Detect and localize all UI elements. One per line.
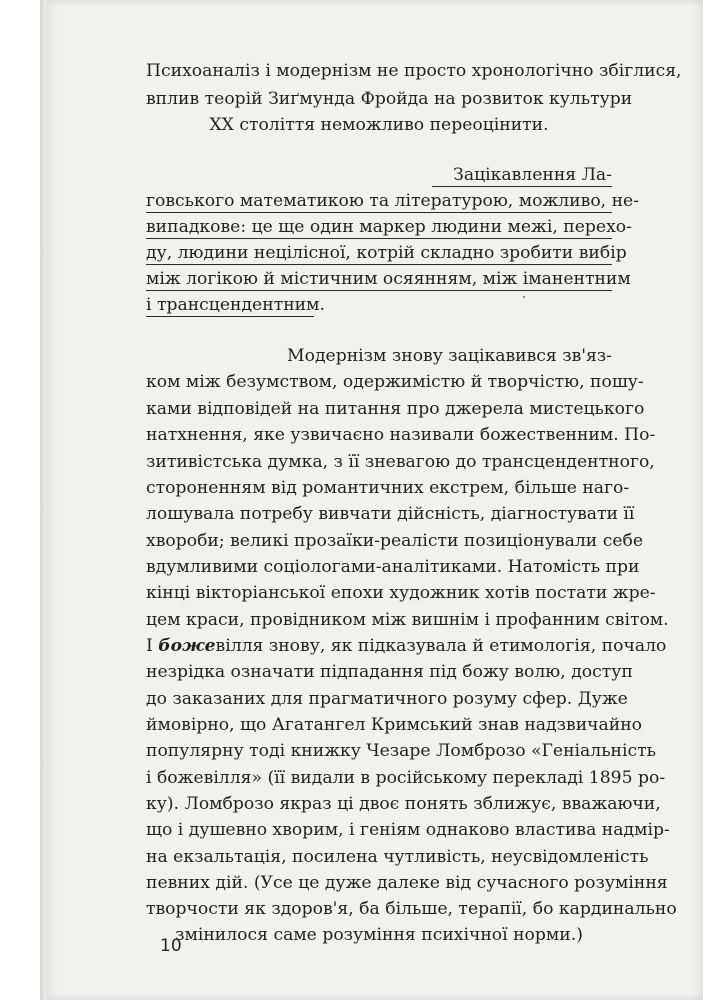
paragraph2-line: до заказаних для прагматичного розуму сфер. Дуже	[146, 689, 628, 709]
emphasized-word: боже	[158, 636, 216, 656]
paragraph2-line: зитивістська думка, з її зневагою до трансцендентного,	[146, 452, 655, 472]
pencil-underline	[432, 186, 612, 187]
pencil-underline	[146, 264, 612, 265]
paragraph2-line-1: Модернізм знову зацікавився зв'яз-	[287, 346, 612, 366]
paragraph2-line: вдумливими соціологами-аналітиками. Натомість при	[146, 557, 640, 577]
pencil-mark	[523, 296, 525, 298]
paragraph1-line-2: вплив теорій Зиґмунда Фройда на розвиток культури	[146, 89, 633, 109]
paragraph2-line: творчости як здоров'я, ба більше, терапії, бо кардинально	[146, 899, 677, 919]
paragraph2-line: ймовірно, що Агатангел Кримський знав надзвичайно	[146, 715, 643, 735]
paragraph2-line: кінці вікторіанської епохи художник хотів постати жре-	[146, 583, 656, 603]
emphasis-prefix: І	[146, 636, 159, 656]
highlight-line-4: ду, людини нецілісної, котрій складно зробити вибір	[146, 243, 627, 263]
paragraph2-line: певних дій. (Усе це дуже далеке від сучасного розуміння	[146, 873, 668, 893]
paragraph2-last-line: змінилося саме розуміння психічної норми.)	[175, 925, 583, 945]
pencil-underline	[146, 290, 612, 291]
paragraph2-line: ками відповідей на питання про джерела мистецького	[146, 399, 645, 419]
paragraph2-line: незрідка означати підпадання під божу волю, доступ	[146, 662, 633, 682]
pencil-underline	[146, 212, 612, 213]
emphasis-suffix: вілля знову, як підказувала й етимологія, почало	[215, 636, 667, 656]
paragraph2-line: ком між безумством, одержимістю й творчістю, пошу-	[146, 372, 644, 392]
page-number: 10	[160, 936, 182, 956]
paragraph2-line: стороненням від романтичних екстрем, більше наго-	[146, 478, 630, 498]
paragraph2-line: ку). Ломброзо якраз ці двоє понять зближує, вважаючи,	[146, 794, 661, 814]
highlight-line-1: Зацікавлення Ла-	[453, 165, 612, 185]
paragraph2-line: що і душевно хворим, і геніям однаково властива надмір-	[146, 820, 670, 840]
paragraph2-line: популярну тоді книжку Чезаре Ломброзо «Геніальність	[146, 741, 656, 761]
highlight-line-6: і трансцендентним.	[146, 295, 325, 315]
pencil-underline	[146, 316, 314, 317]
paragraph2-line: на екзальтація, посилена чутливість, неусвідомленість	[146, 847, 649, 867]
paragraph1-line-1: Психоаналіз і модернізм не просто хронологічно збіглися,	[146, 61, 682, 81]
paragraph2-line: хвороби; великі прозаїки-реалісти позиціонували себе	[146, 531, 644, 551]
paragraph2-line: натхнення, яке узвичаєно називали божественним. По-	[146, 425, 656, 445]
paragraph1-line-3: ХХ століття неможливо переоцінити.	[209, 115, 549, 135]
highlight-line-2: говського математикою та літературою, можливо, не-	[146, 191, 640, 211]
paragraph2-line: лошувала потребу вивчати дійсність, діагностувати її	[146, 504, 635, 524]
book-spine-shadow	[40, 0, 47, 1000]
pencil-underline	[146, 238, 612, 239]
highlight-line-3: випадкове: це ще один маркер людини межі, перехо-	[146, 217, 632, 237]
paragraph2-line: і божевілля» (її видали в російському перекладі 1895 ро-	[146, 768, 666, 788]
paragraph2-line: цем краси, провідником між вишнім і профанним світом.	[146, 610, 669, 630]
highlight-line-5: між логікою й містичним осяянням, між іманентним	[146, 269, 631, 289]
paragraph2-line-emphasis	[146, 633, 667, 659]
